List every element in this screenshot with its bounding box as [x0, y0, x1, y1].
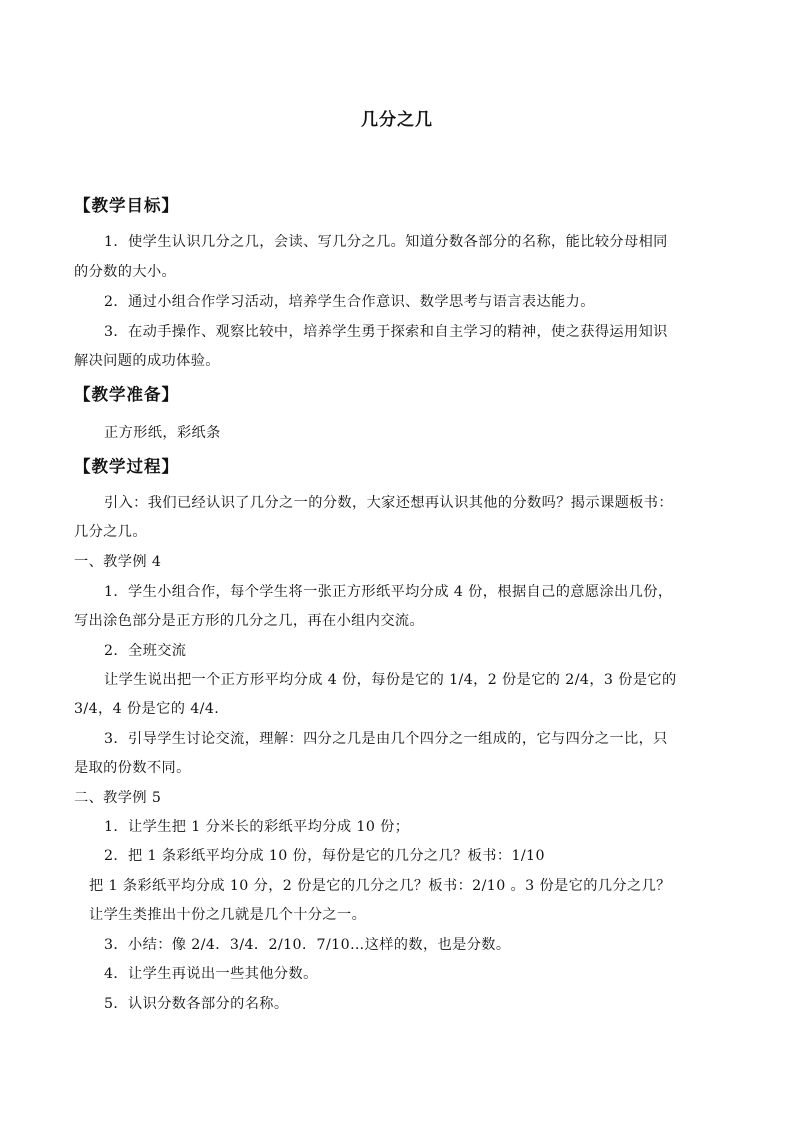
- heading-teaching-goals: 【教学目标】: [74, 196, 179, 215]
- intro-line-1: 引入：我们已经认识了几分之一的分数，大家还想再认识其他的分数吗？揭示课题板书：: [104, 495, 673, 511]
- part-1-step-2-detail-line-1: 让学生说出把一个正方形平均分成 4 份，每份是它的 1/4，2 份是它的 2/4，3 份是它的: [104, 672, 677, 688]
- part-2-step-2: 2．把 1 条彩纸平均分成 10 份，每份是它的几分之几？板书：1/10: [104, 848, 545, 864]
- intro-line-2: 几分之几。: [74, 524, 147, 540]
- prep-materials: 正方形纸，彩纸条: [104, 425, 221, 441]
- part-1-step-3-line-1: 3．引导学生讨论交流，理解：四分之几是由几个四分之一组成的，它与四分之一比，只: [104, 731, 668, 747]
- part-2-step-5: 5．认识分数各部分的名称。: [104, 996, 289, 1012]
- part-2-step-2-followup: 把 1 条彩纸平均分成 10 分，2 份是它的几分之几？板书：2/10 。3 份是它的几分之几？: [89, 878, 671, 894]
- heading-teaching-prep: 【教学准备】: [74, 385, 179, 404]
- part-1-title: 一、教学例 4: [74, 554, 162, 570]
- goal-3-line-2: 解决问题的成功体验。: [74, 353, 220, 369]
- goal-2: 2．通过小组合作学习活动，培养学生合作意识、数学思考与语言表达能力。: [104, 294, 595, 310]
- goal-1-line-1: 1．使学生认识几分之几，会读、写几分之几。知道分数各部分的名称，能比较分母相同: [104, 234, 668, 250]
- part-2-step-3: 3．小结：像 2/4．3/4．2/10．7/10…这样的数，也是分数。: [104, 937, 511, 953]
- part-1-step-2: 2．全班交流: [104, 643, 187, 659]
- part-2-step-1: 1．让学生把 1 分米长的彩纸平均分成 10 份；: [104, 819, 410, 835]
- goal-3-line-1: 3．在动手操作、观察比较中，培养学生勇于探索和自主学习的精神，使之获得运用知识: [104, 324, 668, 340]
- heading-teaching-process: 【教学过程】: [74, 457, 179, 476]
- part-1-step-1-line-2: 写出涂色部分是正方形的几分之几，再在小组内交流。: [74, 613, 425, 629]
- part-2-step-4: 4．让学生再说出一些其他分数。: [104, 966, 318, 982]
- page-title: 几分之几: [361, 110, 433, 130]
- part-1-step-1-line-1: 1．学生小组合作，每个学生将一张正方形纸平均分成 4 份，根据自己的意愿涂出几份，: [104, 584, 673, 600]
- part-2-title: 二、教学例 5: [74, 790, 162, 806]
- goal-1-line-2: 的分数的大小。: [74, 264, 177, 280]
- part-1-step-2-detail-line-2: 3/4，4 份是它的 4/4.: [74, 701, 220, 717]
- part-1-step-3-line-2: 是取的份数不同。: [74, 760, 191, 776]
- part-2-step-2-inference: 让学生类推出十份之几就是几个十分之一。: [89, 907, 367, 923]
